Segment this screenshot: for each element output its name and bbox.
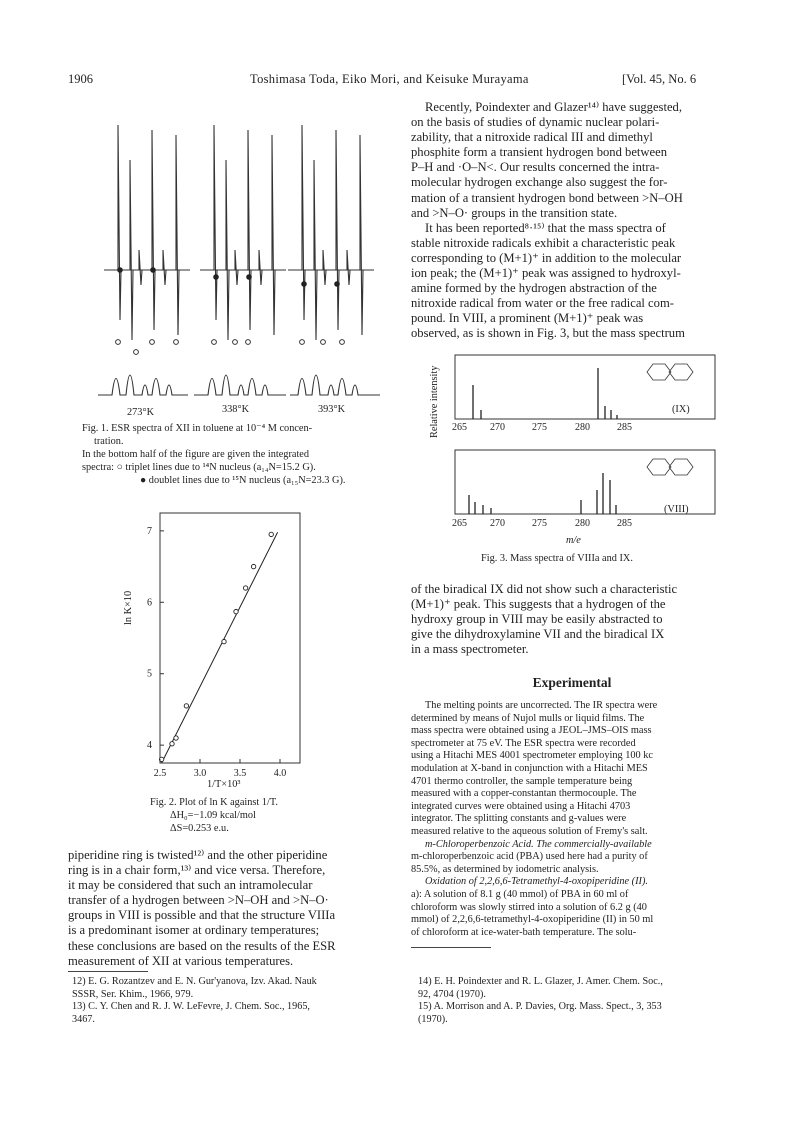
body-line: 85.5%, as determined by iodometric analysis. bbox=[411, 863, 599, 875]
page-number: 1906 bbox=[68, 72, 93, 86]
fig3-xtick: 285 bbox=[617, 518, 632, 529]
body-line: modulation at X-band in conjunction with a Hitachi MES bbox=[411, 762, 648, 774]
body-line: mation of a transient hydrogen bond between >N–OH bbox=[411, 190, 683, 205]
fig1-caption-line: ● doublet lines due to ¹⁵N nucleus (a₁₅N=23.3 G). bbox=[140, 475, 346, 486]
data-point bbox=[269, 532, 273, 536]
body-line: on the basis of studies of dynamic nuclear polari- bbox=[411, 115, 660, 130]
body-line: spectrometer at 75 eV. The ESR spectra were recorded bbox=[411, 737, 636, 749]
y-tick-label: 7 bbox=[147, 525, 152, 537]
body-line: m-Chloroperbenzoic Acid. The commercially-available bbox=[425, 838, 652, 850]
body-line: in a mass spectrometer. bbox=[411, 642, 529, 657]
body-line: measured with a copper-constantan thermocouple. The bbox=[411, 788, 637, 800]
footnote-line: 12) E. G. Rozantzev and E. N. Gur'yanova, Izv. Akad. Nauk bbox=[72, 976, 317, 987]
body-line: (M+1)⁺ peak. This suggests that a hydrogen of the bbox=[411, 597, 666, 612]
left-footnotes bbox=[72, 976, 400, 1026]
fig2-xlabel: 1/T×10³ bbox=[207, 779, 241, 790]
fig1-caption bbox=[82, 422, 394, 487]
fig3-xtick: 285 bbox=[617, 422, 632, 433]
body-line: measured relative to the aqueous solution of Fremy's salt. bbox=[411, 825, 648, 837]
fig1-caption-line: spectra: ○ triplet lines due to ¹⁴N nucleus (a₁₄N=15.2 G). bbox=[82, 462, 316, 473]
fig1-caption-line: tration. bbox=[94, 436, 124, 447]
fig3-label-ix: (IX) bbox=[672, 404, 690, 415]
data-point bbox=[251, 564, 255, 568]
body-line: measurement of XII at various temperatures. bbox=[68, 953, 294, 968]
data-point bbox=[170, 742, 174, 746]
fig3-xtick: 275 bbox=[532, 518, 547, 529]
body-line: integrator. The splitting constants and g-values were bbox=[411, 813, 627, 825]
fig3-xtick: 275 bbox=[532, 422, 547, 433]
fig2-caption bbox=[150, 796, 278, 835]
data-point bbox=[222, 639, 226, 643]
fig3-xtick: 265 bbox=[452, 518, 467, 529]
footnote-line: 13) C. Y. Chen and R. J. W. LeFevre, J. Chem. Soc., 1965, bbox=[72, 1001, 310, 1013]
fig3-xtick: 280 bbox=[575, 422, 590, 433]
body-line: these conclusions are based on the results of the ESR bbox=[68, 938, 336, 953]
fig3-xtick: 265 bbox=[452, 422, 467, 433]
body-line: nitroxide radical from water or the free radical com- bbox=[411, 296, 674, 311]
footnote-rule bbox=[411, 947, 491, 948]
body-line: The melting points are uncorrected. The IR spectra were bbox=[425, 700, 658, 711]
fig3-xtick: 270 bbox=[490, 518, 505, 529]
right-body-text-top bbox=[411, 100, 733, 342]
x-tick-label: 4.0 bbox=[273, 768, 287, 779]
data-point bbox=[234, 609, 238, 613]
body-line: mmol) of 2,2,6,6-tetramethyl-4-oxopiperidine (II) in 50 ml bbox=[411, 914, 654, 926]
body-line: pound. In VIII, a prominent (M+1)⁺ peak was bbox=[411, 311, 644, 326]
journal-volume: [Vol. 45, No. 6 bbox=[622, 72, 697, 86]
body-line: using a Hitachi MES 4001 spectrometer employing 100 kc bbox=[411, 750, 653, 762]
body-line: corresponding to (M+1)⁺ in addition to the molecular bbox=[411, 250, 682, 265]
body-line: transfer of a hydrogen between >N–OH and >N–O· bbox=[68, 893, 329, 908]
fig3-xtick: 280 bbox=[575, 518, 590, 529]
left-body-text bbox=[68, 848, 400, 969]
y-tick-label: 4 bbox=[147, 740, 152, 752]
body-line: groups in VIII is possible and that the structure VIIIa bbox=[68, 908, 336, 923]
x-tick-label: 3.5 bbox=[233, 768, 247, 779]
footnote-line: 3467. bbox=[72, 1013, 95, 1025]
y-tick-label: 6 bbox=[147, 597, 152, 609]
body-line: zability, that a nitroxide radical III and dimethyl bbox=[411, 130, 653, 145]
x-tick-label: 2.5 bbox=[153, 768, 167, 779]
fig3-xtick: 270 bbox=[490, 422, 505, 433]
fig1-caption-line: Fig. 1. ESR spectra of XII in toluene at 10⁻⁴ M concen- bbox=[82, 423, 313, 434]
body-line: piperidine ring is twisted¹²⁾ and the other piperidine bbox=[68, 848, 328, 862]
y-tick-label: 5 bbox=[147, 668, 152, 680]
fig1-temp-273: 273°K bbox=[127, 407, 154, 418]
data-point bbox=[174, 736, 178, 740]
body-line: molecular hydrogen exchange also suggest the for- bbox=[411, 175, 668, 190]
body-line: ion peak; the (M+1)⁺ peak was assigned to hydroxyl- bbox=[411, 266, 681, 281]
right-footnotes bbox=[418, 976, 733, 1026]
fig2-caption-line: Fig. 2. Plot of ln K against 1/T. bbox=[150, 797, 278, 808]
body-line: P–H and ·O–N<. Our results concerned the intra- bbox=[411, 160, 660, 175]
fig3-caption: Fig. 3. Mass spectra of VIIIa and IX. bbox=[481, 553, 633, 564]
right-body-text-mid bbox=[411, 582, 733, 657]
body-line: Oxidation of 2,2,6,6-Tetramethyl-4-oxopiperidine (II). bbox=[425, 876, 648, 888]
body-line: is a predominant isomer at ordinary temperatures; bbox=[68, 923, 320, 938]
body-line: ring is in a chair form,¹³⁾ and vice versa. Therefore, bbox=[68, 863, 326, 878]
data-point bbox=[184, 704, 188, 708]
body-line: give the dihydroxylamine VII and the biradical IX bbox=[411, 627, 665, 642]
body-line: stable nitroxide radicals exhibit a characteristic peak bbox=[411, 235, 676, 250]
body-line: of chloroform at ice-water-bath temperature. The solu- bbox=[411, 926, 637, 938]
fig2-plot bbox=[110, 508, 310, 788]
body-line: Recently, Poindexter and Glazer¹⁴⁾ have suggested, bbox=[425, 100, 682, 114]
footnote-line: SSSR, Ser. Khim., 1966, 979. bbox=[72, 988, 194, 1000]
experimental-text bbox=[411, 700, 733, 939]
body-line: integrated curves were obtained using a Hitachi 4703 bbox=[411, 800, 631, 812]
body-line: of the biradical IX did not show such a characteristic bbox=[411, 582, 678, 596]
body-line: mass spectra were obtained using a JEOL–JMS–OIS mass bbox=[411, 725, 652, 737]
body-line: 4701 thermo controller, the sample temperature being bbox=[411, 775, 633, 787]
body-line: m-chloroperbenzoic acid (PBA) used here had a purity of bbox=[411, 851, 648, 863]
body-line: observed, as is shown in Fig. 3, but the mass spectrum bbox=[411, 326, 685, 341]
x-tick-label: 3.0 bbox=[193, 768, 207, 779]
fig3-label-viii: (VIII) bbox=[664, 504, 689, 515]
body-line: it may be considered that such an intramolecular bbox=[68, 878, 313, 893]
footnote-line: 15) A. Morrison and A. P. Davies, Org. Mass. Spect., 3, 353 bbox=[418, 1001, 662, 1013]
body-line: a): A solution of 8.1 g (40 mmol) of PBA in 60 ml of bbox=[411, 888, 629, 900]
body-line: It has been reported⁸·¹⁵⁾ that the mass spectra of bbox=[425, 220, 666, 235]
fig2-caption-line: ΔS=0.253 e.u. bbox=[170, 823, 229, 834]
body-line: and >N–O· groups in the transition state. bbox=[411, 205, 618, 220]
section-heading-experimental: Experimental bbox=[532, 675, 612, 690]
body-line: amine formed by the hydrogen abstraction of the bbox=[411, 281, 657, 296]
running-header-authors: Toshimasa Toda, Eiko Mori, and Keisuke Murayama bbox=[250, 72, 529, 86]
fig2-caption-line: ΔH₀=−1.09 kcal/mol bbox=[170, 810, 256, 821]
fit-line bbox=[162, 532, 278, 763]
fig1-caption-line: In the bottom half of the figure are given the integrated bbox=[82, 449, 310, 460]
data-point bbox=[243, 586, 247, 590]
body-line: determined by means of Nujol mulls or liquid films. The bbox=[411, 712, 645, 724]
footnote-rule bbox=[68, 971, 148, 972]
footnote-line: 14) E. H. Poindexter and R. L. Glazer, J. Amer. Chem. Soc., bbox=[418, 976, 663, 987]
fig1-temp-393: 393°K bbox=[318, 404, 345, 415]
body-line: phosphite form a transient hydrogen bond between bbox=[411, 145, 668, 160]
fig3-ylabel: Relative intensity bbox=[429, 365, 440, 438]
body-line: hydroxy group in VIII may be easily abstracted to bbox=[411, 612, 663, 627]
fig3-xlabel: m/e bbox=[566, 535, 581, 546]
fig1-temp-338: 338°K bbox=[222, 404, 249, 415]
fig2-ylabel: ln K×10 bbox=[123, 590, 134, 625]
fig1-esr-spectra bbox=[90, 100, 400, 412]
footnote-line: 92, 4704 (1970). bbox=[418, 988, 486, 1000]
footnote-line: (1970). bbox=[418, 1013, 448, 1025]
body-line: chloroform was slowly stirred into a solution of 6.2 g (40 bbox=[411, 901, 647, 913]
